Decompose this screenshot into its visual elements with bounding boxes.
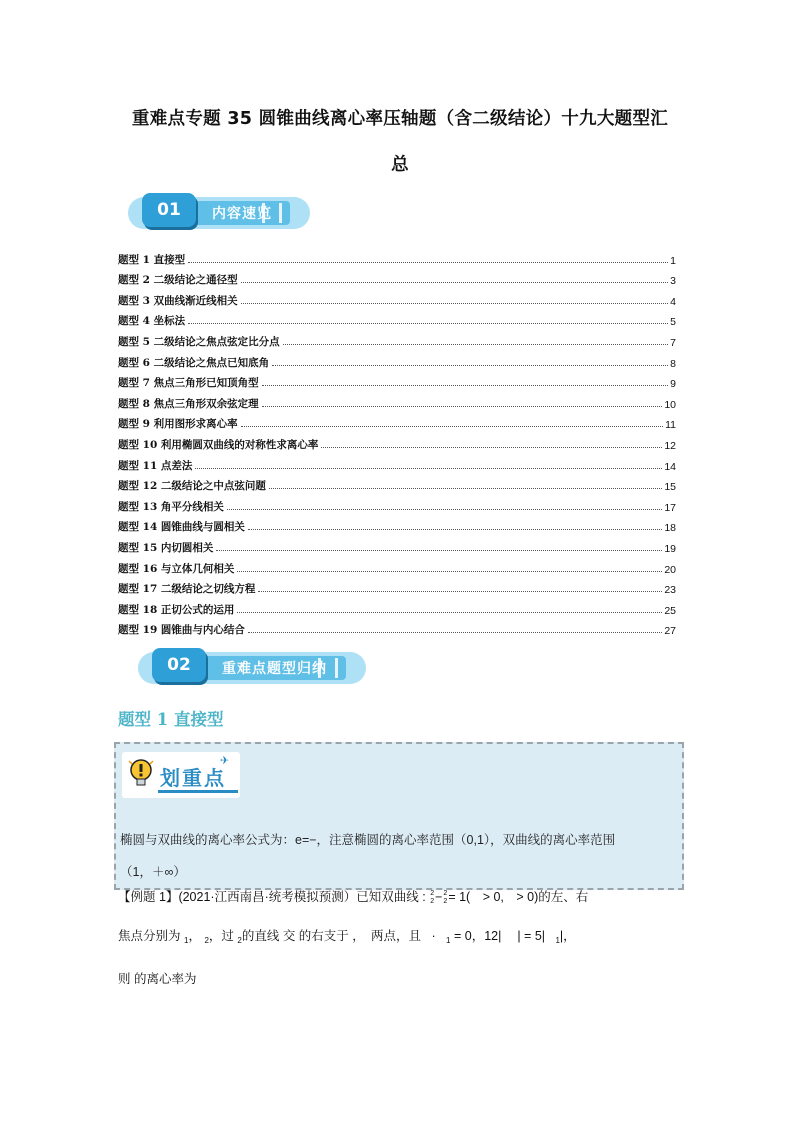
toc-entry-title: 题型 19 圆锥曲与内心结合 <box>118 624 245 637</box>
example-text: ， <box>188 929 201 943</box>
toc-leader-dots <box>237 570 662 572</box>
toc-entry[interactable] <box>118 576 676 597</box>
toc-leader-dots <box>262 384 669 386</box>
toc-leader-dots <box>195 467 662 469</box>
toc-entry[interactable] <box>118 534 676 555</box>
toc-leader-dots <box>248 631 662 633</box>
toc-leader-dots <box>272 364 668 366</box>
example-label: 【例题 1】 <box>118 890 179 904</box>
example-text: 焦点分别为 <box>118 929 181 943</box>
toc-entry-title: 题型 15 内切圆相关 <box>118 541 214 554</box>
toc-entry-page: 7 <box>670 336 676 349</box>
toc-entry-title: 题型 6 二级结论之焦点已知底角 <box>118 356 270 369</box>
subscript: 1 <box>184 936 189 945</box>
fraction <box>430 890 434 906</box>
toc-entry-title: 题型 16 与立体几何相关 <box>118 562 235 575</box>
toc-entry-page: 10 <box>664 398 676 411</box>
subscript: 2 <box>204 936 209 945</box>
toc-entry-page: 8 <box>670 357 676 370</box>
key-point-text-line-1: 椭圆与双曲线的离心率公式为：e=−，注意椭圆的离心率范围（0,1），双曲线的离心率范围 <box>120 833 616 847</box>
toc-entry[interactable] <box>118 328 676 349</box>
toc-entry-page: 19 <box>664 542 676 555</box>
example-text: |， <box>559 929 576 943</box>
toc-entry-title: 题型 9 利用图形求离心率 <box>118 418 238 431</box>
section-banner-contents <box>118 193 310 233</box>
toc-entry-title: 题型 4 坐标法 <box>118 315 186 328</box>
minus-sign: − <box>435 890 443 904</box>
subscript: 2 <box>237 936 242 945</box>
key-point-text-line-2: （1，＋∞） <box>120 865 186 879</box>
example-text: = 0，12| | = 5| <box>453 929 546 943</box>
example-condition: = 1( > 0, > 0)的左、右 <box>448 890 589 904</box>
toc-entry[interactable] <box>118 431 676 452</box>
section-banner-types <box>128 648 366 688</box>
toc-entry-page: 18 <box>664 522 676 535</box>
banner-label: 内容速览 <box>212 206 272 222</box>
toc-leader-dots <box>262 405 663 407</box>
toc-entry-page: 11 <box>665 419 676 432</box>
key-point-badge <box>122 752 240 798</box>
toc-entry-title: 题型 5 二级结论之焦点弦定比分点 <box>118 335 280 348</box>
toc-entry[interactable] <box>118 267 676 288</box>
example-text: ，过 <box>208 929 234 943</box>
toc-entry-title: 题型 10 利用椭圆双曲线的对称性求离心率 <box>118 438 319 451</box>
toc-entry-page: 15 <box>664 481 676 494</box>
toc-leader-dots <box>258 590 662 592</box>
toc-entry[interactable] <box>118 596 676 617</box>
toc-entry-page: 5 <box>670 316 676 329</box>
example-line-2 <box>118 917 688 960</box>
toc-entry[interactable] <box>118 473 676 494</box>
toc-entry-page: 23 <box>664 584 676 597</box>
banner-label: 重难点题型归纳 <box>222 661 327 677</box>
subscript: 1 <box>446 936 451 945</box>
example-line-1 <box>118 878 688 917</box>
toc-entry-title: 题型 13 角平分线相关 <box>118 500 224 513</box>
toc-entry[interactable] <box>118 370 676 391</box>
page-title <box>110 96 690 188</box>
toc-entry-page: 4 <box>670 295 676 308</box>
lightbulb-icon <box>128 758 154 788</box>
toc-entry-page: 3 <box>670 275 676 288</box>
example-eq-colon: : <box>422 890 426 904</box>
example-line-3: 则 的离心率为 <box>118 972 197 986</box>
toc-entry-page: 17 <box>664 501 676 514</box>
toc-entry-page: 14 <box>664 460 676 473</box>
toc-leader-dots <box>248 528 662 530</box>
toc-entry[interactable] <box>118 390 676 411</box>
toc-leader-dots <box>216 549 662 551</box>
toc-leader-dots <box>188 322 668 324</box>
toc-entry-page: 1 <box>670 254 676 267</box>
fraction-den: 2 <box>443 897 448 905</box>
example-text: 的直线 交 的右支于 ， 两点，且 <box>241 929 422 943</box>
toc-entry[interactable] <box>118 617 676 638</box>
toc-entry-page: 27 <box>664 625 676 638</box>
page-title-line-2: 总 <box>391 155 409 175</box>
fraction-den: 2 <box>430 897 435 905</box>
toc-entry-title: 题型 8 焦点三角形双余弦定理 <box>118 397 259 410</box>
key-point-title: 划重点 <box>160 766 226 790</box>
example-1 <box>118 878 688 999</box>
fraction-num: 2 <box>443 889 448 897</box>
toc-entry[interactable] <box>118 493 676 514</box>
toc-entry[interactable] <box>118 514 676 535</box>
toc-leader-dots <box>237 611 662 613</box>
toc-entry-title: 题型 11 点差法 <box>118 459 193 472</box>
toc-entry[interactable] <box>118 411 676 432</box>
toc-leader-dots <box>283 343 669 345</box>
toc-entry-page: 25 <box>664 604 676 617</box>
toc-entry-title: 题型 1 直接型 <box>118 253 186 266</box>
toc-entry-page: 9 <box>670 378 676 391</box>
page-title-line-1: 重难点专题 35 圆锥曲线离心率压轴题（含二级结论）十九大题型汇 <box>131 109 669 129</box>
example-text: · <box>431 929 436 943</box>
section-heading: 题型 1 直接型 <box>118 710 224 729</box>
subscript: 1 <box>555 936 560 945</box>
fraction-num: 2 <box>430 889 435 897</box>
fraction <box>443 890 447 906</box>
toc-entry[interactable] <box>118 452 676 473</box>
toc-leader-dots <box>321 446 662 448</box>
toc-leader-dots <box>227 508 662 510</box>
paper-plane-icon: ✈ <box>220 754 230 767</box>
toc-leader-dots <box>188 261 668 263</box>
banner-number: 02 <box>152 648 206 682</box>
toc-leader-dots <box>241 302 669 304</box>
toc-entry[interactable] <box>118 246 676 267</box>
toc-entry[interactable] <box>118 349 676 370</box>
toc-entry-title: 题型 3 双曲线渐近线相关 <box>118 294 238 307</box>
toc-entry[interactable] <box>118 287 676 308</box>
toc-entry-title: 题型 17 二级结论之切线方程 <box>118 583 256 596</box>
key-point-box <box>114 742 684 890</box>
toc-entry[interactable] <box>118 308 676 329</box>
toc-entry[interactable] <box>118 555 676 576</box>
toc-leader-dots <box>241 425 663 427</box>
toc-leader-dots <box>241 281 669 283</box>
toc-entry-title: 题型 7 焦点三角形已知顶角型 <box>118 377 259 390</box>
toc-leader-dots <box>269 487 662 489</box>
toc-entry-title: 题型 12 二级结论之中点弦问题 <box>118 480 266 493</box>
example-source: (2021·江西南昌·统考模拟预测）已知双曲线 <box>178 890 419 904</box>
banner-number: 01 <box>142 193 196 227</box>
toc-entry-page: 20 <box>664 563 676 576</box>
toc-entry-title: 题型 18 正切公式的运用 <box>118 603 235 616</box>
toc-entry-page: 12 <box>664 439 676 452</box>
toc-entry-title: 题型 2 二级结论之通径型 <box>118 274 238 287</box>
table-of-contents <box>118 246 676 637</box>
toc-entry-title: 题型 14 圆锥曲线与圆相关 <box>118 521 245 534</box>
